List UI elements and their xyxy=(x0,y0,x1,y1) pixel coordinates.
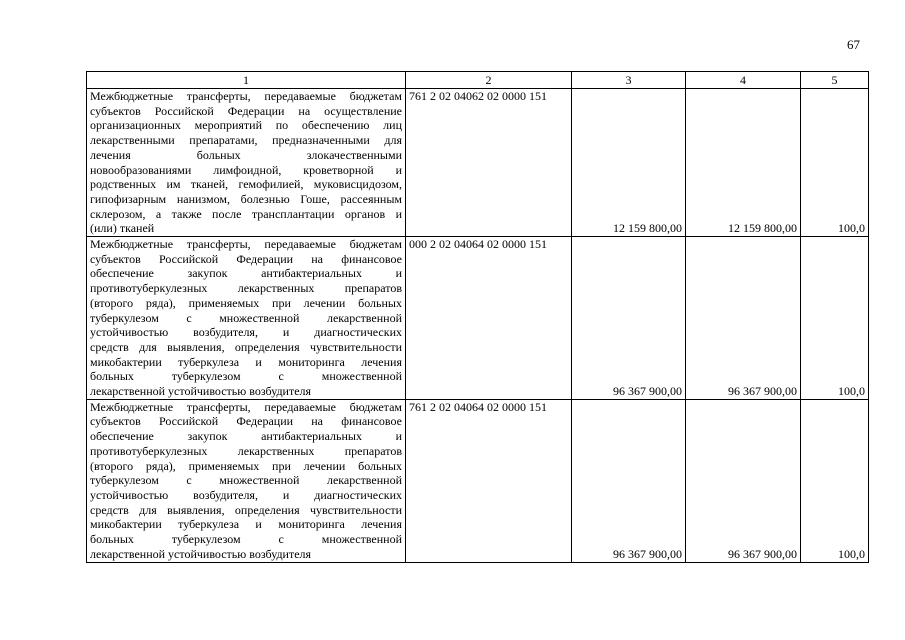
page-number: 67 xyxy=(847,37,860,52)
description-line: обеспечение закупок антибактериальных и xyxy=(90,429,402,444)
budget-table xyxy=(86,71,869,563)
description-line: микобактерии туберкулеза и мониторинга лечения xyxy=(90,354,402,369)
header-col-2: 2 xyxy=(406,72,572,89)
row-col4-value: 96 367 900,00 xyxy=(686,399,801,562)
description-line: больных туберкулезом с множественной xyxy=(90,369,402,384)
header-col-5: 5 xyxy=(801,72,869,89)
description-line: родственных им тканей, гемофилией, муковисцидозом, xyxy=(90,177,402,192)
row-col5-percent: 100,0 xyxy=(801,399,869,562)
description-line: лекарственной устойчивостью возбудителя xyxy=(90,384,312,399)
table-row xyxy=(87,237,869,400)
row-description xyxy=(87,237,406,400)
row-col3-value: 12 159 800,00 xyxy=(572,89,686,237)
row-col5-percent: 100,0 xyxy=(801,89,869,237)
description-line: устойчивостью возбудителя, и диагностических xyxy=(90,487,402,502)
row-col3-value: 96 367 900,00 xyxy=(572,237,686,400)
row-col4-value: 12 159 800,00 xyxy=(686,89,801,237)
description-line: субъектов Российской Федерации на финансовое xyxy=(90,251,402,266)
description-line: туберкулезом с множественной лекарственной xyxy=(90,310,402,325)
header-col-4: 4 xyxy=(686,72,801,89)
description-line: новообразованиями лимфоидной, кроветворной и xyxy=(90,162,402,177)
row-description xyxy=(87,399,406,562)
row-col4-value: 96 367 900,00 xyxy=(686,237,801,400)
description-line: противотуберкулезных лекарственных препаратов xyxy=(90,281,402,296)
description-line: обеспечение закупок антибактериальных и xyxy=(90,266,402,281)
description-line: субъектов Российской Федерации на осуществление xyxy=(90,103,402,118)
description-line: устойчивостью возбудителя, и диагностических xyxy=(90,325,402,340)
description-line: средств для выявления, определения чувствительности xyxy=(90,339,402,354)
table-header-row xyxy=(87,72,869,89)
table-row xyxy=(87,89,869,237)
description-line: лечения больных злокачественными xyxy=(90,147,402,162)
header-col-1: 1 xyxy=(87,72,406,89)
description-line: Межбюджетные трансферты, передаваемые бюджетам xyxy=(90,399,402,414)
description-line: (второго ряда), применяемых при лечении больных xyxy=(90,295,402,310)
description-line: (или) тканей xyxy=(90,221,155,236)
description-line: лекарственными препаратами, предназначенными для xyxy=(90,133,402,148)
description-line: Межбюджетные трансферты, передаваемые бюджетам xyxy=(90,89,402,103)
description-line: лекарственной устойчивостью возбудителя xyxy=(90,546,312,561)
row-code: 761 2 02 04064 02 0000 151 xyxy=(406,399,572,562)
row-col5-percent: 100,0 xyxy=(801,237,869,400)
description-line: склерозом, а также после трансплантации органов и xyxy=(90,206,402,221)
row-code: 761 2 02 04062 02 0000 151 xyxy=(406,89,572,237)
description-line: Межбюджетные трансферты, передаваемые бюджетам xyxy=(90,237,402,252)
description-line: больных туберкулезом с множественной xyxy=(90,532,402,547)
row-description xyxy=(87,89,406,237)
table-row xyxy=(87,399,869,562)
description-line: туберкулезом с множественной лекарственной xyxy=(90,473,402,488)
description-line: организационных мероприятий по обеспечению лиц xyxy=(90,118,402,133)
header-col-3: 3 xyxy=(572,72,686,89)
row-code: 000 2 02 04064 02 0000 151 xyxy=(406,237,572,400)
description-line: (второго ряда), применяемых при лечении больных xyxy=(90,458,402,473)
description-line: противотуберкулезных лекарственных препаратов xyxy=(90,443,402,458)
row-col3-value: 96 367 900,00 xyxy=(572,399,686,562)
description-line: средств для выявления, определения чувствительности xyxy=(90,502,402,517)
description-line: гипофизарным нанизмом, болезнью Гоше, рассеянным xyxy=(90,191,402,206)
description-line: микобактерии туберкулеза и мониторинга лечения xyxy=(90,517,402,532)
description-line: субъектов Российской Федерации на финансовое xyxy=(90,414,402,429)
